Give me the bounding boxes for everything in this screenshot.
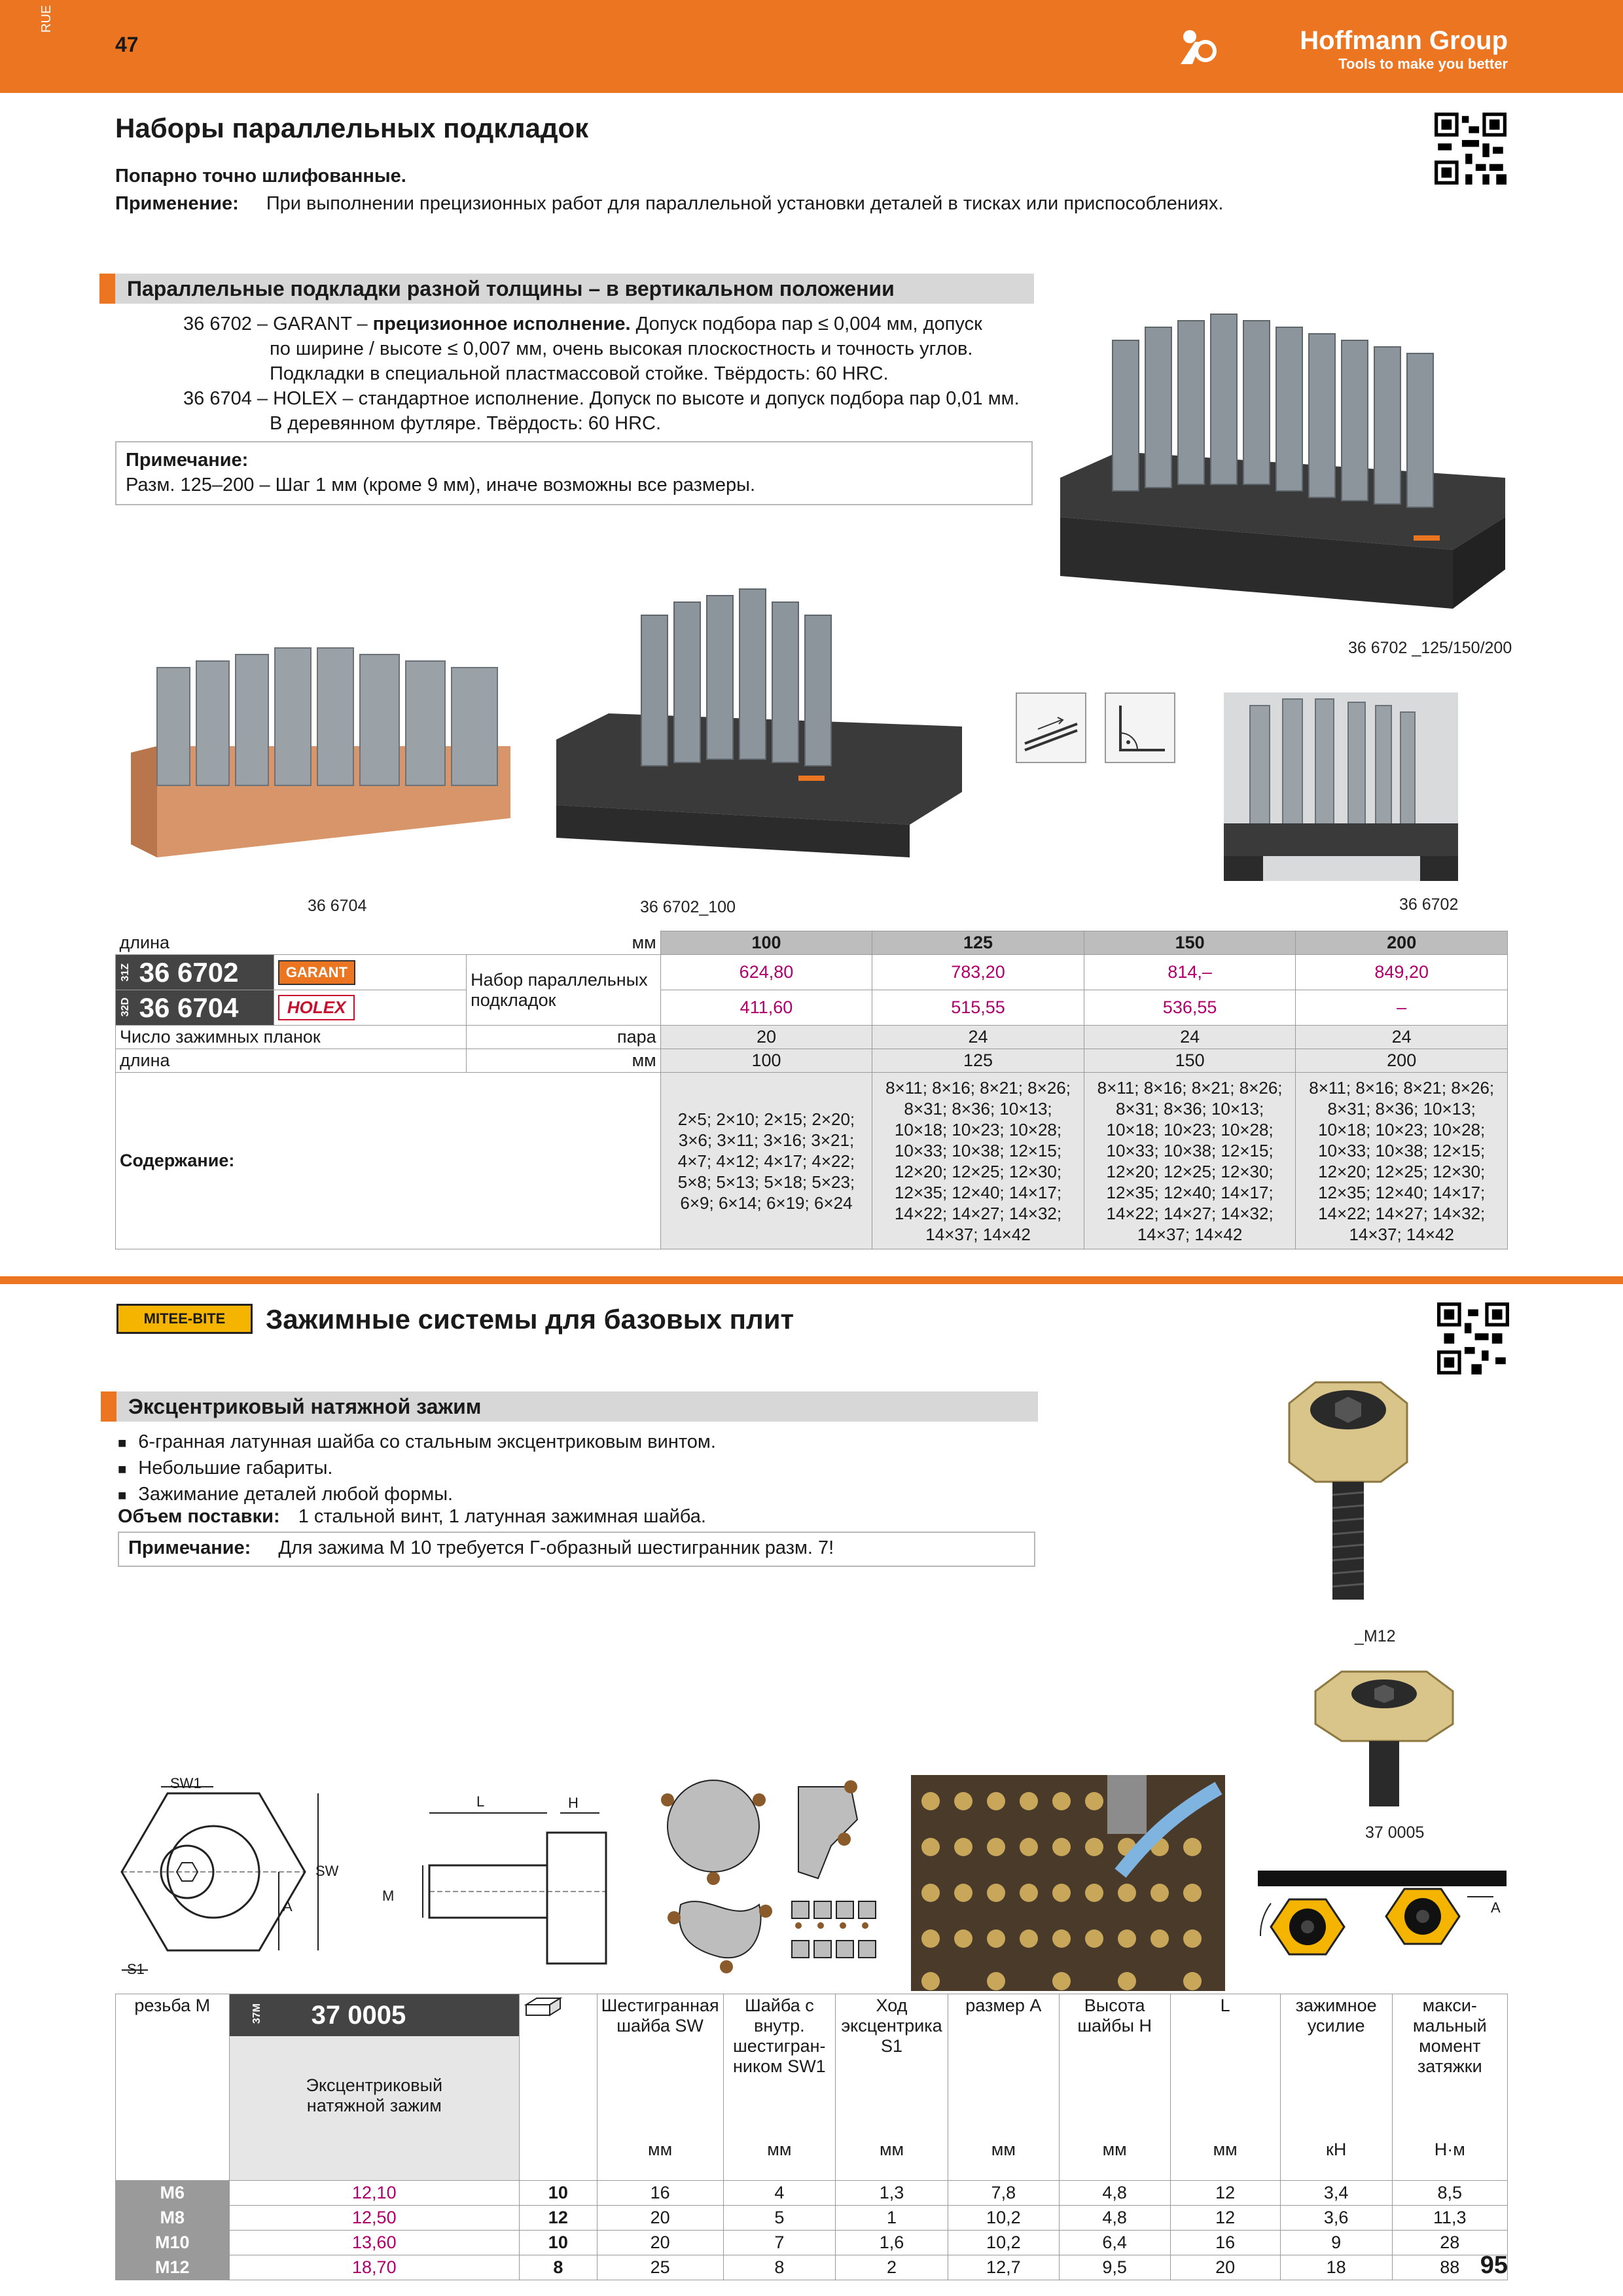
col-header-text: размер А (965, 1996, 1042, 2015)
table1-size: 200 (1296, 931, 1508, 955)
len2-value: 150 (1084, 1049, 1296, 1073)
cell-value: 2 (836, 2255, 948, 2280)
clamp-price: 18,70 (229, 2255, 520, 2280)
features-list (118, 1429, 716, 1508)
page-number-top: 47 (115, 33, 139, 56)
label-sw1: SW1 (170, 1775, 202, 1791)
cell-value: 1,3 (836, 2181, 948, 2206)
cell-value: 18 (1280, 2255, 1392, 2280)
cell-value: 9,5 (1059, 2255, 1170, 2280)
col-header (597, 1994, 723, 2181)
label-l: L (476, 1793, 485, 1810)
label-a2: A (1491, 1899, 1501, 1916)
table1-row-366704 (116, 990, 1508, 1026)
side-tag: RUE (39, 5, 54, 33)
pairs-value: 24 (1084, 1026, 1296, 1049)
col-header-text: макси-мальный момент затяжки (1412, 1996, 1487, 2076)
cell-value: 28 (1392, 2231, 1507, 2255)
page-number-bottom: 95 (1480, 2251, 1508, 2279)
product-desc-2-code: 36 6704 – (183, 388, 268, 409)
right-angle-icon (1105, 692, 1175, 763)
garant-logo-text: GARANT (278, 960, 355, 985)
col-header (1392, 1994, 1507, 2181)
pairs-value: 24 (872, 1026, 1084, 1049)
pairs-value: 24 (1296, 1026, 1508, 1049)
col-header (1280, 1994, 1392, 2181)
pack-icon-cell (520, 1994, 597, 2181)
pack-qty: 10 (520, 2231, 597, 2255)
parallelism-icon (1016, 692, 1086, 763)
cell-value: 20 (597, 2206, 723, 2231)
col-header-text: Высота шайбы H (1077, 1996, 1152, 2036)
section1-title: Наборы параллельных подкладок (115, 113, 589, 143)
table-row (116, 2255, 1508, 2280)
col-header-text: Шестигранная шайба SW (601, 1996, 719, 2036)
col-header (723, 1994, 835, 2181)
price-366704: – (1296, 990, 1508, 1026)
table1-len-unit: мм (467, 931, 661, 955)
table1-header-row (116, 931, 1508, 955)
product-desc-2 (183, 386, 1047, 411)
label-a: A (283, 1898, 293, 1914)
caption-m12: _M12 (1355, 1627, 1396, 1645)
clamp-m12-image (1283, 1377, 1414, 1604)
price-366704: 515,55 (872, 990, 1084, 1026)
article-366702-code: 36 6702 (139, 956, 239, 988)
table1-size: 150 (1084, 931, 1296, 955)
product-desc-1 (183, 312, 1047, 336)
delivery-line (118, 1504, 706, 1529)
table-row (116, 2181, 1508, 2206)
delivery-label: Объем поставки: (118, 1506, 280, 1527)
table1-len2-row (116, 1049, 1508, 1073)
cell-value: 8 (723, 2255, 835, 2280)
price-366702: 783,20 (872, 955, 1084, 990)
col-header-text: зажимное усилие (1295, 1996, 1377, 2036)
brand-block (1300, 26, 1508, 73)
cell-value: 10,2 (948, 2206, 1059, 2231)
table1-row-366702 (116, 955, 1508, 990)
col-header (1170, 1994, 1280, 2181)
len2-value: 200 (1296, 1049, 1508, 1073)
cell-value: 4,8 (1059, 2206, 1170, 2231)
product-descriptions (183, 312, 1047, 436)
col-unit: мм (648, 2140, 673, 2159)
col-header (1059, 1994, 1170, 2181)
cell-value: 16 (597, 2181, 723, 2206)
product-desc-1-bold: прецизионное исполнение. (372, 314, 631, 334)
eccentric-action-diagram (1258, 1871, 1507, 1969)
brand-name: Hoffmann Group (1300, 26, 1508, 55)
clamping-schematic (654, 1774, 877, 1977)
thread-size: M6 (116, 2181, 230, 2206)
feature-item: ■ 6-гранная латунная шайба со стальным эксцентриковым винтом. (118, 1429, 716, 1456)
cell-value: 6,4 (1059, 2231, 1170, 2255)
mitee-bite-logo: MITEE-BITE (116, 1304, 253, 1334)
section1-note-label: Примечание: (126, 450, 249, 471)
thread-label: резьба М (116, 1994, 230, 2181)
thread-size: M12 (116, 2255, 230, 2280)
cell-value: 10,2 (948, 2231, 1059, 2255)
table-row (116, 2206, 1508, 2231)
pairs-value: 20 (660, 1026, 872, 1049)
col-header-text: L (1220, 1996, 1230, 2015)
section2-note-box (118, 1532, 1035, 1567)
product-image-366704 (131, 622, 524, 864)
article-370005-cell (229, 1994, 520, 2181)
brand-tagline: Tools to make you better (1338, 56, 1508, 72)
product-desc-1-code: 36 6702 – (183, 314, 268, 334)
col-unit: Н·м (1434, 2140, 1465, 2159)
col-unit: мм (1102, 2140, 1127, 2159)
thread-size: M10 (116, 2231, 230, 2255)
cell-value: 3,6 (1280, 2206, 1392, 2231)
cell-value: 4,8 (1059, 2181, 1170, 2206)
clamp-description: Эксцентриковый натяжной зажим (230, 2036, 520, 2180)
holex-logo (274, 990, 466, 1026)
content-value: 8×11; 8×16; 8×21; 8×26; 8×31; 8×36; 10×13; 10×18; 10×23; 10×28; 10×33; 10×38; 12×15; 12×20; 12×25; 12×30; 12×35; 12×40; 14×17; 14×22; 14×27; 14×32; 14×37; 14×42 (1296, 1073, 1508, 1249)
article-366702-side: 31Z (120, 963, 131, 982)
len2-value: 125 (872, 1049, 1084, 1073)
col-header (836, 1994, 948, 2181)
product-desc-1-plain: GARANT – (273, 314, 373, 334)
section1-note-box (115, 441, 1033, 505)
col-unit: мм (1213, 2140, 1238, 2159)
pack-qty: 8 (520, 2255, 597, 2280)
product-desc-1-line2: по ширине / высоте ≤ 0,007 мм, очень высокая плоскостность и точность углов. (270, 338, 973, 359)
article-370005-code: 37 0005 (311, 2001, 406, 2030)
article-370005[interactable] (230, 1994, 520, 2036)
content-label: Содержание: (116, 1073, 661, 1249)
cell-value: 7,8 (948, 2181, 1059, 2206)
application-label: Применение: (115, 193, 239, 214)
cell-value: 7 (723, 2231, 835, 2255)
section1-subtitle: Попарно точно шлифованные. (115, 166, 406, 187)
caption-370005: 37 0005 (1365, 1823, 1425, 1842)
hoffmann-logo-icon (1178, 27, 1217, 65)
section2-title: Зажимные системы для базовых плит (266, 1304, 794, 1335)
application-line (115, 191, 1223, 216)
clamp-table (115, 1994, 1508, 2280)
pairs-unit: пара (467, 1026, 661, 1049)
cell-value: 12,7 (948, 2255, 1059, 2280)
pack-qty: 10 (520, 2181, 597, 2206)
section1-bar: Параллельные подкладки разной толщины – в вертикальном положении (99, 274, 1034, 304)
content-value: 8×11; 8×16; 8×21; 8×26; 8×31; 8×36; 10×13; 10×18; 10×23; 10×28; 10×33; 10×38; 12×15; 12×20; 12×25; 12×30; 12×35; 12×40; 14×17; 14×22; 14×27; 14×32; 14×37; 14×42 (1084, 1073, 1296, 1249)
cell-value: 4 (723, 2181, 835, 2206)
table1-size: 100 (660, 931, 872, 955)
cell-value: 25 (597, 2255, 723, 2280)
section2-note-label: Примечание: (128, 1537, 251, 1558)
cell-value: 11,3 (1392, 2206, 1507, 2231)
caption-366702-100: 36 6702_100 (640, 898, 736, 916)
section2-bar: Эксцентриковый натяжной зажим (101, 1391, 1038, 1422)
package-icon (524, 1996, 563, 2018)
price-366704: 411,60 (660, 990, 872, 1026)
price-366702: 624,80 (660, 955, 872, 990)
content-value: 8×11; 8×16; 8×21; 8×26; 8×31; 8×36; 10×13; 10×18; 10×23; 10×28; 10×33; 10×38; 12×15; 12×20; 12×25; 12×30; 12×35; 12×40; 14×17; 14×22; 14×27; 14×32; 14×37; 14×42 (872, 1073, 1084, 1249)
parallels-table (115, 931, 1508, 1249)
table-row (116, 2231, 1508, 2255)
cell-value: 5 (723, 2206, 835, 2231)
cell-value: 12 (1170, 2181, 1280, 2206)
clamp-price: 12,50 (229, 2206, 520, 2231)
pairs-label: Число зажимных планок (116, 1026, 467, 1049)
col-header-text: Ход эксцентрика S1 (841, 1996, 942, 2056)
table1-content-row (116, 1073, 1508, 1249)
col-header (948, 1994, 1059, 2181)
application-text: При выполнении прецизионных работ для параллельной установки деталей в тисках или приспособлениях. (266, 193, 1224, 214)
label-sw: SW (315, 1863, 339, 1879)
article-370005-side: 37M (251, 2003, 262, 2024)
cell-value: 12 (1170, 2206, 1280, 2231)
product-desc-2-text: HOLEX – стандартное исполнение. Допуск по высоте и допуск подбора пар 0,01 мм. (273, 388, 1020, 409)
len2-unit: мм (467, 1049, 661, 1073)
clamp-price: 12,10 (229, 2181, 520, 2206)
product-image-366702-large (1047, 301, 1505, 628)
section1-note-text: Разм. 125–200 – Шаг 1 мм (кроме 9 мм), иначе возможны все размеры. (126, 475, 756, 495)
price-366704: 536,55 (1084, 990, 1296, 1026)
cell-value: 88 (1392, 2255, 1507, 2280)
price-366702: 849,20 (1296, 955, 1508, 990)
article-366704-code: 36 6704 (139, 992, 239, 1023)
cell-value: 1 (836, 2206, 948, 2231)
col-unit: мм (879, 2140, 904, 2159)
feature-item: ■ Небольшие габариты. (118, 1456, 716, 1482)
label-s1: S1 (127, 1961, 145, 1977)
article-366704[interactable] (116, 990, 274, 1026)
product-image-366702-side (1224, 692, 1458, 881)
label-m: M (382, 1888, 395, 1904)
col-header-text: Шайба с внутр. шестигран-ником SW1 (733, 1996, 826, 2076)
thread-size: M8 (116, 2206, 230, 2231)
section-divider (0, 1276, 1623, 1284)
clamp-370005-image (1309, 1665, 1459, 1809)
cell-value: 8,5 (1392, 2181, 1507, 2206)
product-desc-2-line2: В деревянном футляре. Твёрдость: 60 HRC. (270, 413, 662, 434)
label-h: H (568, 1795, 579, 1811)
article-366704-side: 32D (120, 997, 131, 1017)
len2-value: 100 (660, 1049, 872, 1073)
table2-header-row (116, 1994, 1508, 2181)
col-unit: кН (1326, 2140, 1347, 2159)
col-unit: мм (767, 2140, 792, 2159)
holex-logo-text: HOLEX (278, 995, 355, 1020)
cell-value: 3,4 (1280, 2181, 1392, 2206)
delivery-text: 1 стальной винт, 1 латунная зажимная шайба. (298, 1506, 706, 1527)
len2-label: длина (116, 1049, 467, 1073)
product-image-366702-100 (556, 576, 962, 870)
pack-qty: 12 (520, 2206, 597, 2231)
product-desc-1-rest: Допуск подбора пар ≤ 0,004 мм, допуск (630, 314, 982, 334)
qr-code-icon[interactable] (1437, 1302, 1509, 1374)
cell-value: 16 (1170, 2231, 1280, 2255)
product-desc-1-line3: Подкладки в специальной пластмассовой стойке. Твёрдость: 60 HRC. (270, 363, 889, 384)
price-366702: 814,– (1084, 955, 1296, 990)
garant-logo (274, 955, 466, 990)
table1-size: 125 (872, 931, 1084, 955)
set-description: Набор параллельных подкладок (467, 955, 661, 1026)
caption-366702: 36 6702 (1399, 895, 1459, 914)
caption-366704: 36 6704 (308, 897, 367, 915)
section2-note-text: Для зажима М 10 требуется Г-образный шестигранник разм. 7! (278, 1537, 834, 1558)
machining-photo (911, 1775, 1225, 1991)
article-366702[interactable] (116, 955, 274, 990)
cell-value: 20 (1170, 2255, 1280, 2280)
screw-side-drawing (410, 1787, 619, 1977)
cell-value: 20 (597, 2231, 723, 2255)
cell-value: 9 (1280, 2231, 1392, 2255)
feature-item: ■ Зажимание деталей любой формы. (118, 1482, 716, 1508)
cell-value: 1,6 (836, 2231, 948, 2255)
table1-len-label: длина (116, 931, 467, 955)
caption-366702-125: 36 6702 _125/150/200 (1348, 639, 1512, 657)
content-value: 2×5; 2×10; 2×15; 2×20; 3×6; 3×11; 3×16; 3×21; 4×7; 4×12; 4×17; 4×22; 5×8; 5×13; 5×18; 5×23; 6×9; 6×14; 6×19; 6×24 (660, 1073, 872, 1249)
col-unit: мм (991, 2140, 1016, 2159)
table1-pairs-row (116, 1026, 1508, 1049)
clamp-price: 13,60 (229, 2231, 520, 2255)
qr-code-icon[interactable] (1435, 113, 1507, 185)
